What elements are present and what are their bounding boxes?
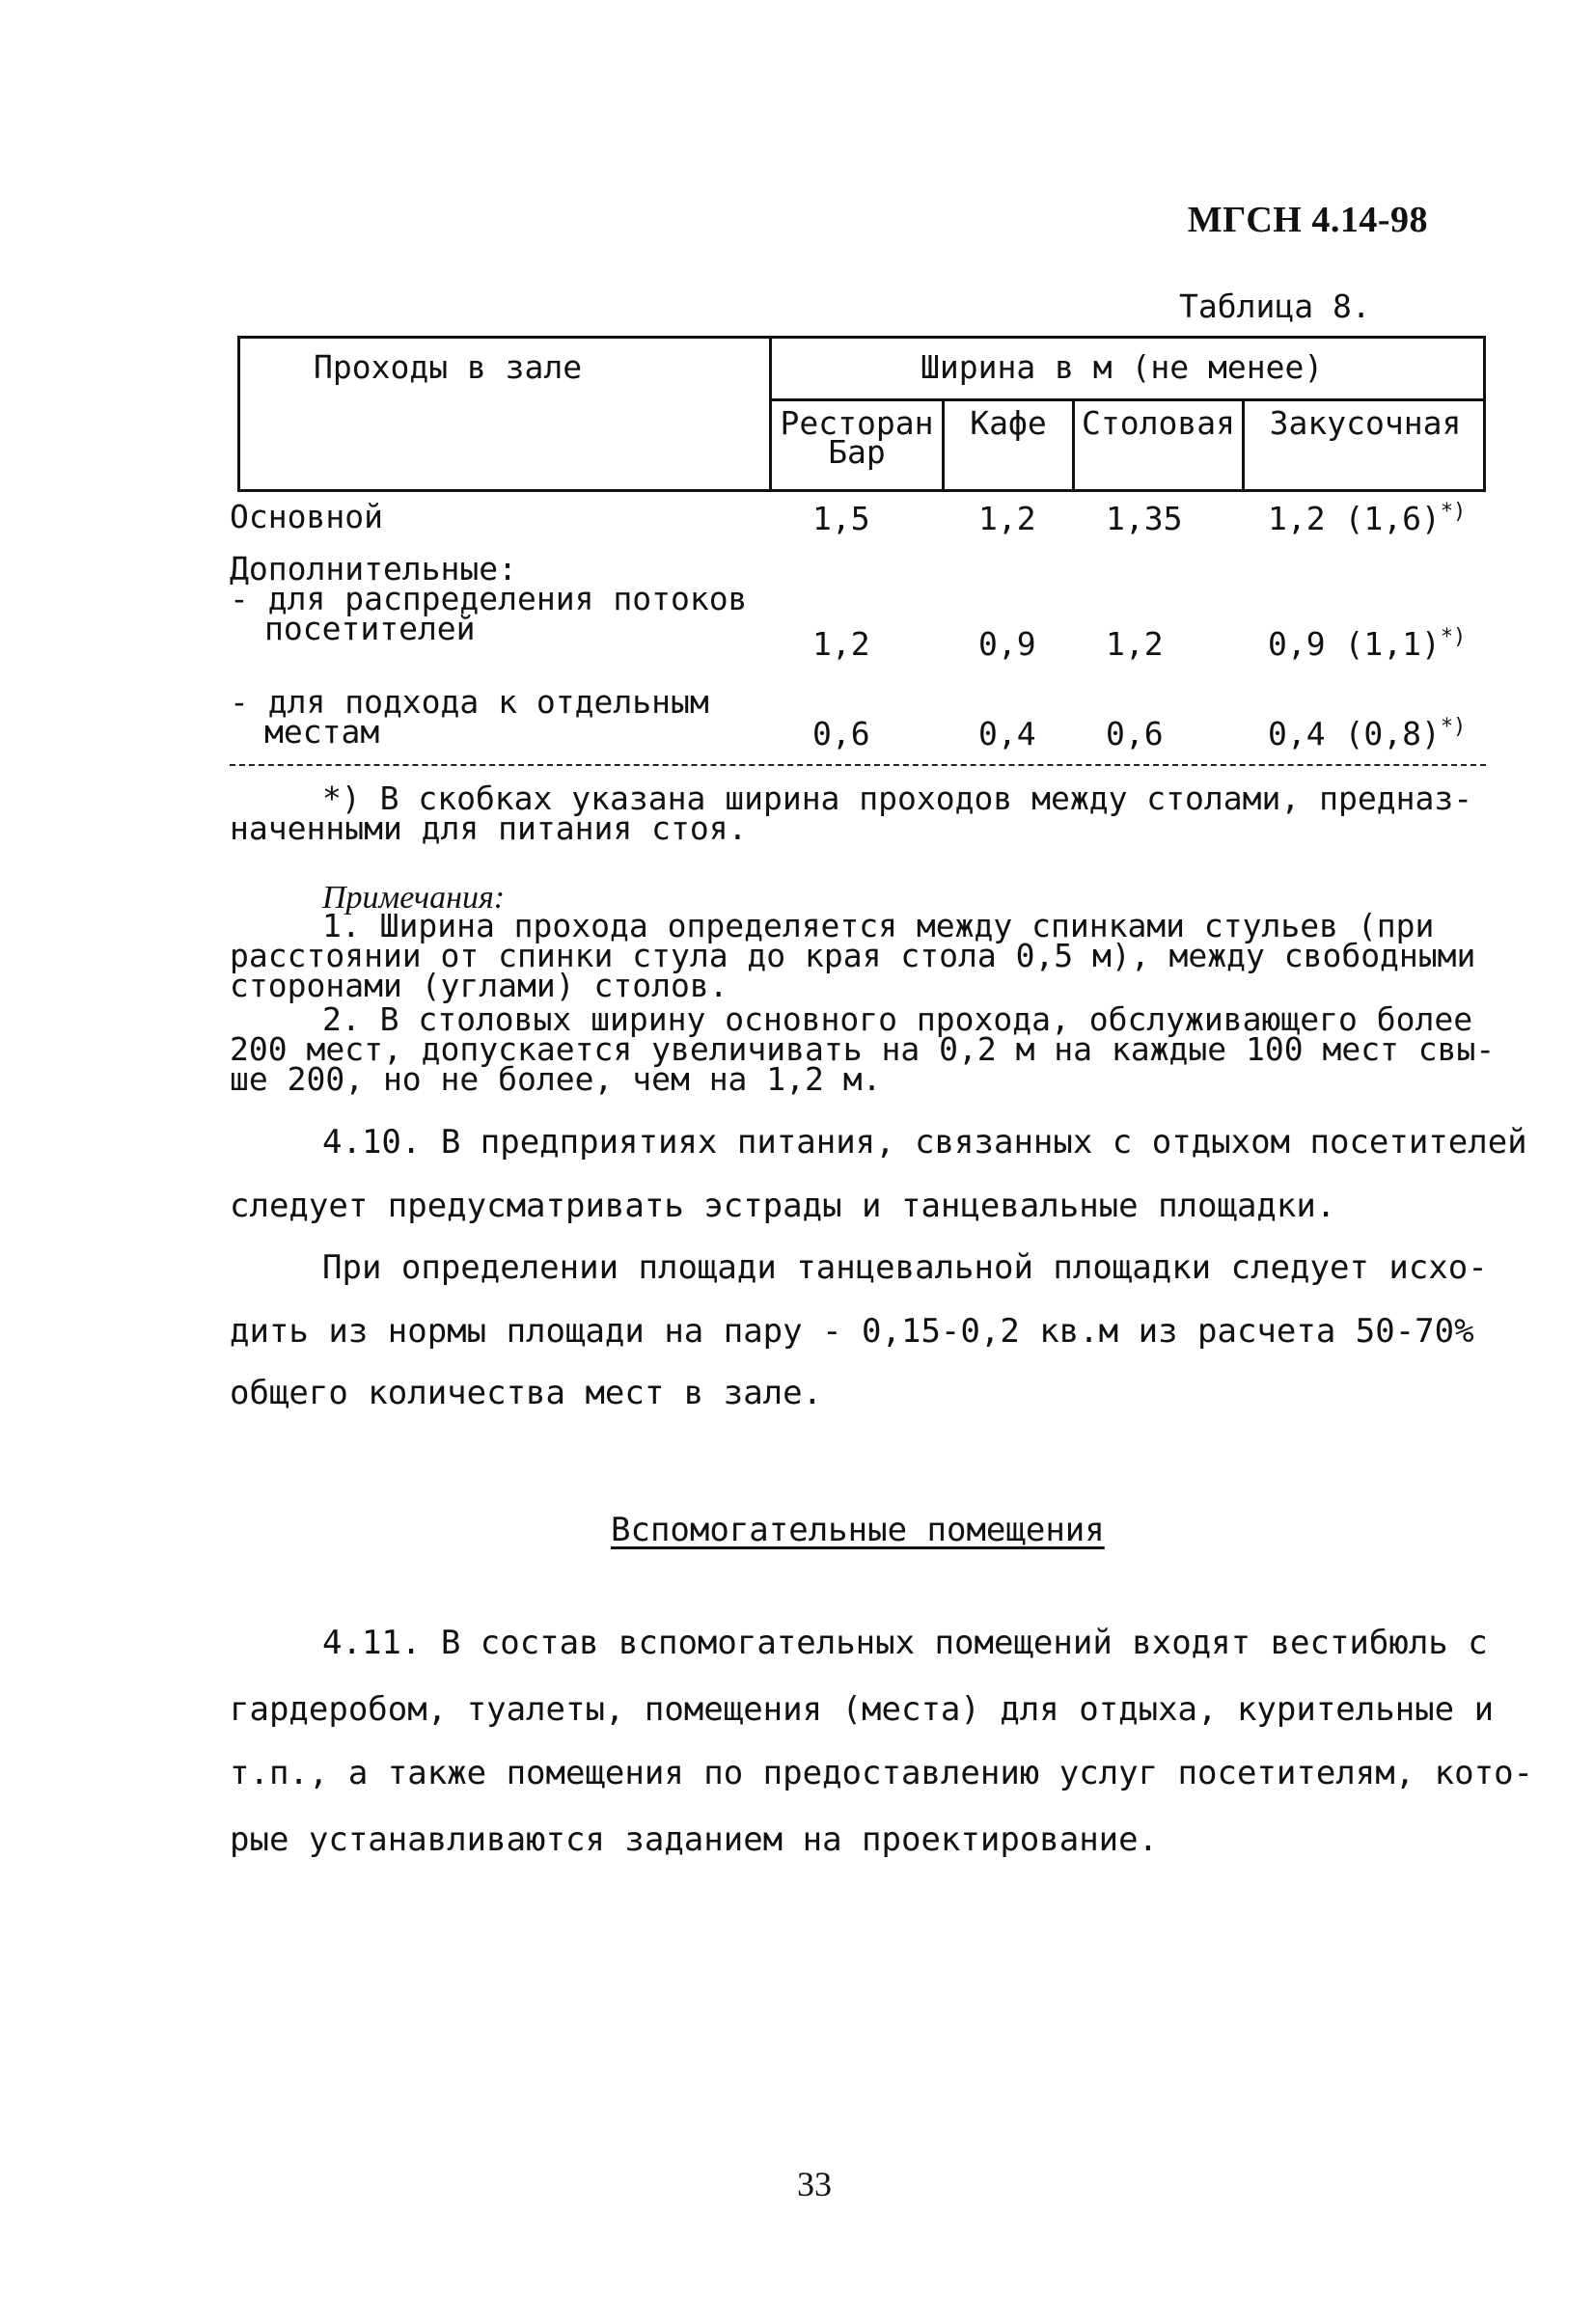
paragraph-line: общего количества мест в зале.	[230, 1374, 823, 1412]
cell-value: 1,2 (1,6)*)	[1268, 500, 1467, 537]
page-number: 33	[797, 2165, 832, 2203]
column-header-canteen: Столовая	[1082, 404, 1235, 442]
footnote-marker: *)	[1440, 715, 1467, 739]
note-line: 2. В столовых ширину основного прохода, обслуживающего более	[322, 1000, 1473, 1038]
paragraph-line: т.п., а также помещения по предоставлению услуг посетителям, кото-	[230, 1754, 1534, 1792]
cell-value: 0,6	[812, 715, 870, 752]
paragraph-line: дить из нормы площади на пару - 0,15-0,2 кв.м из расчета 50-70%	[230, 1312, 1474, 1351]
paragraph-line: 4.11. В состав вспомогательных помещений входят вестибюль с	[322, 1624, 1488, 1662]
section-heading: Вспомогательные помещения	[611, 1511, 1105, 1549]
cell-value: 0,9	[978, 625, 1036, 663]
column-header-cafe: Кафе	[970, 404, 1047, 442]
table-divider	[1072, 398, 1075, 492]
column-header-snackbar: Закусочная	[1269, 404, 1462, 442]
note-line: 200 мест, допускается увеличивать на 0,2 м на каждые 100 мест свы-	[230, 1030, 1496, 1068]
cell-value: 0,9 (1,1)*)	[1268, 625, 1467, 663]
paragraph-line: рые устанавливаются заданием на проектирование.	[230, 1820, 1159, 1859]
table-bottom-rule	[230, 764, 1486, 766]
column-header-restaurant: Ресторан	[780, 404, 934, 442]
note-line: ше 200, но не более, чем на 1,2 м.	[230, 1060, 882, 1098]
cell-value: 1,2	[1106, 625, 1164, 663]
footnote-marker: *)	[1440, 500, 1467, 524]
note-line: 1. Ширина прохода определяется между спинками стульев (при	[322, 907, 1435, 944]
table-caption: Таблица 8.	[1179, 287, 1371, 325]
notes-heading: Примечания:	[322, 880, 506, 916]
table-divider	[769, 398, 1483, 401]
table-divider	[1242, 398, 1245, 492]
cell-value: 1,35	[1106, 500, 1183, 537]
cell-value: 1,2	[978, 500, 1036, 537]
row-label-additional: Дополнительные:	[230, 550, 518, 588]
cell-value: 1,5	[812, 500, 870, 537]
cell-value: 0,4 (0,8)*)	[1268, 715, 1467, 752]
note-line: расстоянии от спинки стула до края стола 0,5 м), между свободными	[230, 937, 1476, 974]
document-code: МГСН 4.14-98	[1187, 200, 1428, 240]
header-group-label: Ширина в м (не менее)	[921, 348, 1324, 386]
footnote-marker: *)	[1440, 625, 1467, 649]
cell-value: 0,4	[978, 715, 1036, 752]
row-label-flows: - для распределения потоков	[230, 580, 748, 617]
note-line: сторонами (углами) столов.	[230, 967, 728, 1004]
column-header-bar: Бар	[828, 433, 886, 471]
footnote-line: наченными для питания стоя.	[230, 809, 748, 847]
row-label-visitors: посетителей	[264, 610, 476, 647]
row-label-individual: - для подхода к отдельным	[230, 683, 709, 721]
row-label-main: Основной	[230, 498, 383, 535]
table-divider	[942, 398, 945, 492]
paragraph-line: При определении площади танцевальной площадки следует исхо-	[322, 1248, 1488, 1287]
paragraph-line: гардеробом, туалеты, помещения (места) для отдыха, курительные и	[230, 1690, 1495, 1729]
cell-value: 0,6	[1106, 715, 1164, 752]
table-header	[237, 336, 1486, 492]
footnote-line: *) В скобках указана ширина проходов между столами, предназ-	[322, 779, 1473, 817]
paragraph-line: 4.10. В предприятиях питания, связанных с отдыхом посетителей	[322, 1123, 1527, 1162]
paragraph-line: следует предусматривать эстрады и танцевальные площадки.	[230, 1187, 1336, 1225]
row-label-places: местам	[264, 713, 380, 751]
cell-value: 1,2	[812, 625, 870, 663]
table-divider	[769, 339, 772, 489]
header-row-label: Проходы в зале	[314, 348, 583, 386]
